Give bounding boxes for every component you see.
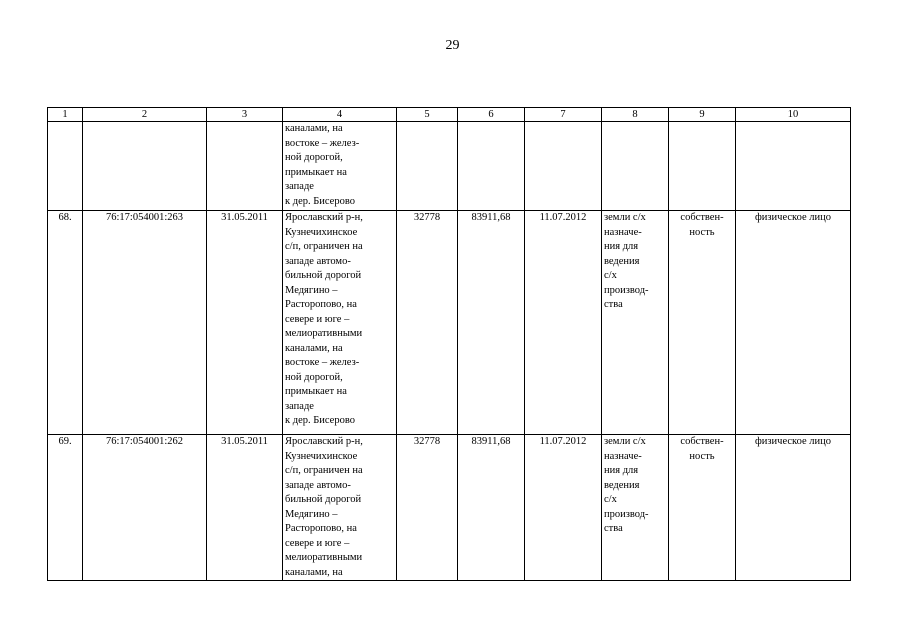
column-header: 7 — [525, 108, 602, 122]
cell-location: Ярославский р-н, Кузнечихинское с/п, ограничен на западе автомо- бильной дорогой Медягино – Расторопово, на севере и юге – мелиоративными каналами, на — [283, 435, 397, 581]
table-row — [48, 435, 851, 581]
cell-value: 83911,68 — [458, 211, 525, 435]
column-header: 8 — [602, 108, 669, 122]
cell-owner: физическое лицо — [736, 211, 851, 435]
cell-cadastral-number: 76:17:054001:262 — [83, 435, 207, 581]
cell-category: земли с/х назначе- ния для ведения с/х производ- ства — [602, 435, 669, 581]
cell-empty — [397, 122, 458, 211]
cell-area: 32778 — [397, 211, 458, 435]
cell-category: земли с/х назначе- ния для ведения с/х производ- ства — [602, 211, 669, 435]
cell-empty — [207, 122, 283, 211]
cell-empty — [48, 122, 83, 211]
cell-number: 69. — [48, 435, 83, 581]
cell-empty — [525, 122, 602, 211]
cell-empty — [458, 122, 525, 211]
cell-area: 32778 — [397, 435, 458, 581]
cell-value: 83911,68 — [458, 435, 525, 581]
land-register-table — [47, 107, 851, 581]
table-row — [48, 211, 851, 435]
cell-date: 31.05.2011 — [207, 435, 283, 581]
cell-registration-date: 11.07.2012 — [525, 211, 602, 435]
column-header: 3 — [207, 108, 283, 122]
cell-empty — [83, 122, 207, 211]
column-header: 5 — [397, 108, 458, 122]
cell-date: 31.05.2011 — [207, 211, 283, 435]
cell-registration-date: 11.07.2012 — [525, 435, 602, 581]
cell-cadastral-number: 76:17:054001:263 — [83, 211, 207, 435]
column-number-row — [48, 108, 851, 122]
column-header: 2 — [83, 108, 207, 122]
cell-right-type: собствен- ность — [669, 211, 736, 435]
column-header: 6 — [458, 108, 525, 122]
column-header: 9 — [669, 108, 736, 122]
cell-number: 68. — [48, 211, 83, 435]
column-header: 1 — [48, 108, 83, 122]
cell-location: каналами, на востоке – желез- ной дорогой, примыкает на западе к дер. Бисерово — [283, 122, 397, 211]
cell-empty — [669, 122, 736, 211]
page-number: 29 — [445, 38, 460, 53]
cell-empty — [602, 122, 669, 211]
cell-empty — [736, 122, 851, 211]
cell-location: Ярославский р-н, Кузнечихинское с/п, ограничен на западе автомо- бильной дорогой Медягино – Расторопово, на севере и юге – мелиоративными каналами, на востоке – желез- ной дорогой, примыкает на западе к дер. Бисерово — [283, 211, 397, 435]
table-row-continuation — [48, 122, 851, 211]
column-header: 10 — [736, 108, 851, 122]
column-header: 4 — [283, 108, 397, 122]
cell-owner: физическое лицо — [736, 435, 851, 581]
cell-right-type: собствен- ность — [669, 435, 736, 581]
